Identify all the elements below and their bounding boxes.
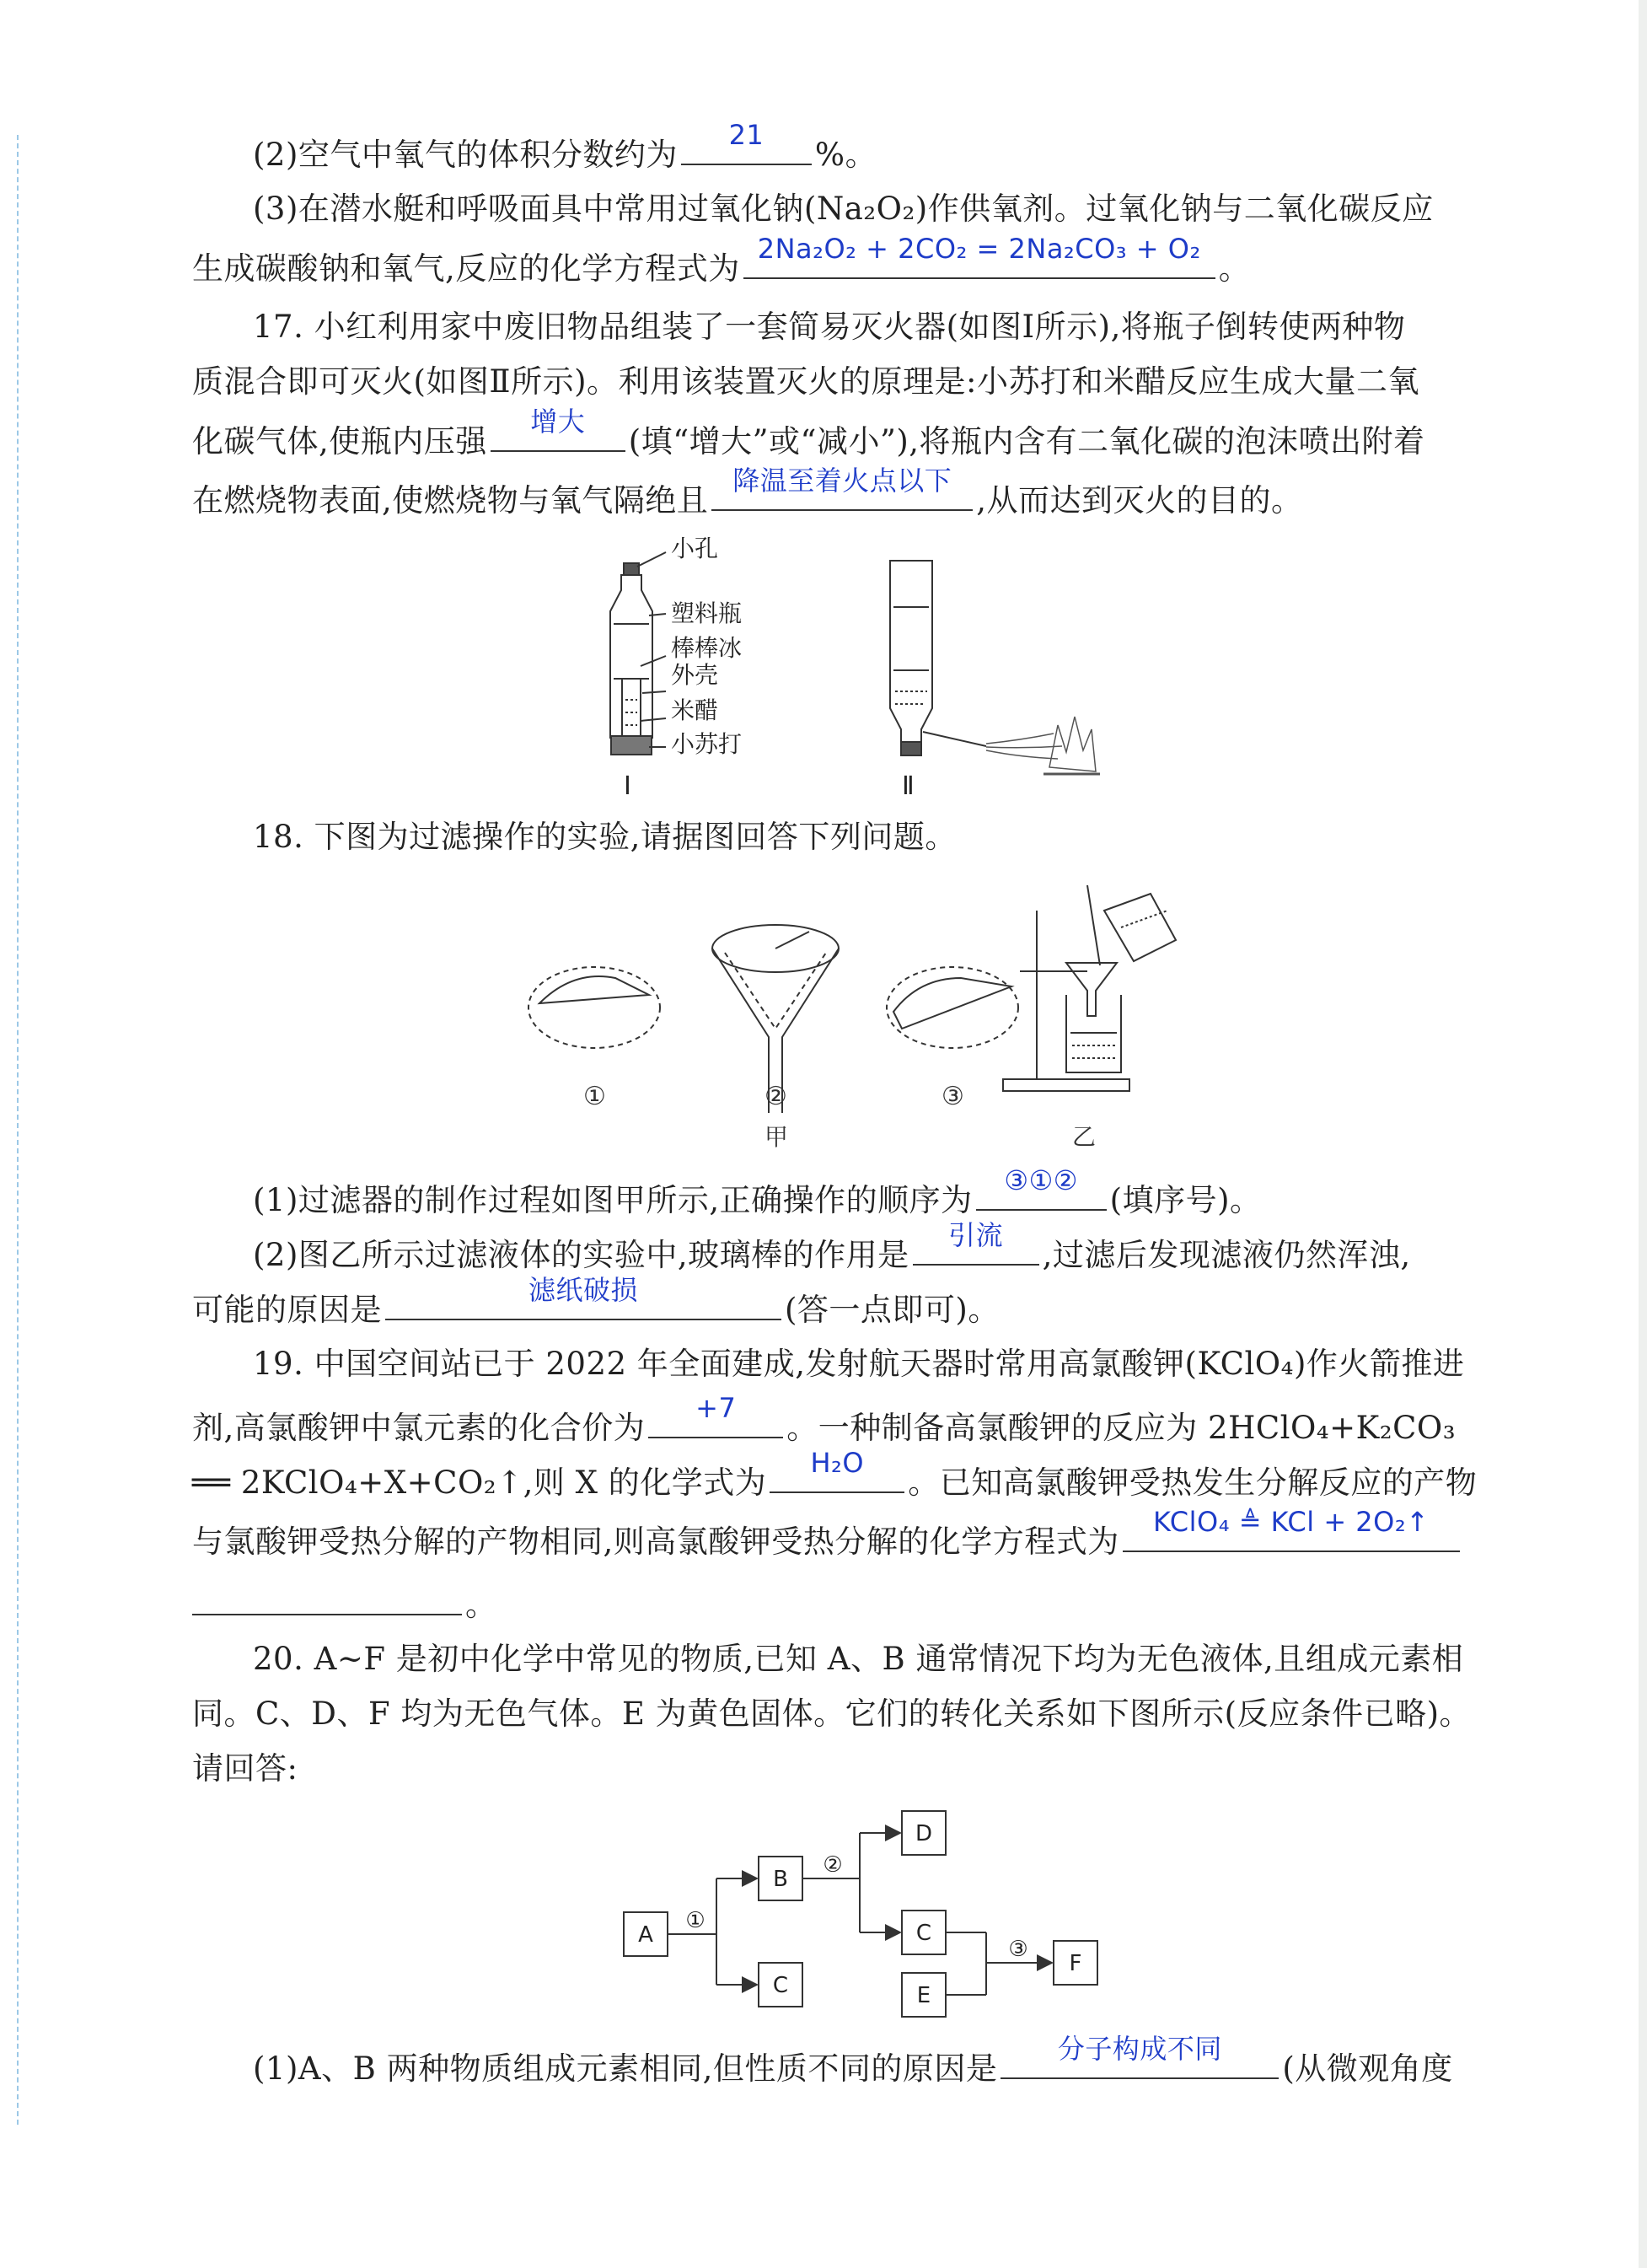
q16-p2-answer: 21 bbox=[728, 119, 764, 151]
beaker-icon bbox=[1066, 995, 1121, 1072]
caption-yi: 乙 bbox=[1072, 1123, 1097, 1151]
q19-answer3: KClO₄ ≜ KCl + 2O₂↑ bbox=[1153, 1506, 1430, 1538]
q16-p3-answer-blank[interactable] bbox=[743, 233, 1215, 279]
q19-line4-text: 与氯酸钾受热分解的产物相同,则高氯酸钾受热分解的化学方程式为 bbox=[192, 1524, 1119, 1560]
caption-fig-2: Ⅱ bbox=[902, 771, 915, 801]
caption-fig-1: Ⅰ bbox=[624, 771, 631, 801]
reaction-2-label: ② bbox=[823, 1852, 843, 1878]
q19-line5-suffix: 。 bbox=[465, 1587, 497, 1623]
q16-p2-text: (2)空气中氧气的体积分数约为 bbox=[253, 137, 678, 173]
q16-part3-line1: (3)在潜水艇和呼吸面具中常用过氧化钠(Na₂O₂)作供氧剂。过氧化钠与二氧化碳反应 bbox=[253, 191, 1434, 227]
q17-answer1-blank[interactable] bbox=[491, 406, 625, 452]
node-e: E bbox=[916, 1983, 931, 2008]
pouring-beaker-icon bbox=[1087, 885, 1176, 965]
reaction-3-label: ③ bbox=[1008, 1937, 1028, 1962]
q18-p2-answer2-blank[interactable] bbox=[385, 1274, 781, 1320]
q19-answer3-blank[interactable] bbox=[1123, 1506, 1460, 1552]
q19-line1: 19. 中国空间站已于 2022 年全面建成,发射航天器时常用高氯酸钾(KClO₄)作火箭推进 bbox=[253, 1346, 1465, 1382]
label-plastic-bottle: 塑料瓶 bbox=[671, 599, 743, 627]
q18-p1-answer: ③①② bbox=[1004, 1164, 1078, 1196]
step-2-number: ② bbox=[764, 1082, 787, 1111]
q18-p2-answer: 引流 bbox=[948, 1219, 1004, 1251]
node-b: B bbox=[773, 1867, 788, 1892]
node-f: F bbox=[1069, 1951, 1082, 1976]
q16-p3-suffix: 。 bbox=[1218, 250, 1251, 287]
q20-p1-text: (1)A、B 两种物质组成元素相同,但性质不同的原因是 bbox=[253, 2050, 998, 2087]
bottle-2-icon bbox=[890, 561, 986, 755]
q20-transformation-diagram bbox=[615, 1804, 1121, 2040]
bottle-1-icon bbox=[610, 563, 652, 755]
q17-extinguisher-figure bbox=[582, 531, 1129, 809]
margin-dashed-rule bbox=[17, 135, 19, 2125]
q18-filtration-apparatus bbox=[995, 877, 1247, 1155]
q17-answer2-blank[interactable] bbox=[711, 465, 973, 511]
q17-line4 bbox=[192, 465, 1532, 524]
node-a: A bbox=[638, 1922, 653, 1948]
folded-paper-1-icon bbox=[528, 967, 660, 1048]
q18-p1-text: (1)过滤器的制作过程如图甲所示,正确操作的顺序为 bbox=[253, 1182, 973, 1218]
q18-p2-line2-suffix: (答一点即可)。 bbox=[785, 1292, 1000, 1328]
q19-line2-text: 剂,高氯酸钾中氯元素的化合价为 bbox=[192, 1410, 646, 1446]
q20-p1-answer-blank[interactable] bbox=[1001, 2033, 1279, 2079]
node-d: D bbox=[915, 1821, 933, 1846]
q20-line2: 同。C、D、F 均为无色气体。E 为黄色固体。它们的转化关系如下图所示(反应条件已略)。 bbox=[192, 1696, 1472, 1732]
q17-answer1: 增大 bbox=[530, 406, 586, 438]
node-c-left: C bbox=[772, 1973, 789, 1998]
q19-line4 bbox=[192, 1506, 1532, 1566]
q18-p1-suffix: (填序号)。 bbox=[1109, 1182, 1262, 1218]
q17-line1: 17. 小红利用家中废旧物品组装了一套简易灭火器(如图Ⅰ所示),将瓶子倒转使两种物 bbox=[253, 309, 1406, 345]
q16-p2-answer-blank[interactable] bbox=[681, 119, 812, 165]
q18-part2-line2 bbox=[192, 1274, 1532, 1334]
step-3-number: ③ bbox=[942, 1082, 964, 1111]
q17-line3-suffix: (填“增大”或“减小”),将瓶内含有二氧化碳的泡沫喷出附着 bbox=[628, 423, 1425, 460]
q19-line5 bbox=[192, 1577, 1532, 1629]
q19-line2-suffix: 。一种制备高氯酸钾的反应为 2HClO₄+K₂CO₃ bbox=[786, 1410, 1457, 1446]
label-baking-soda: 小苏打 bbox=[671, 730, 743, 758]
q16-p3-answer: 2Na₂O₂ + 2CO₂ = 2Na₂CO₃ + O₂ bbox=[757, 233, 1201, 265]
label-vinegar: 米醋 bbox=[671, 696, 719, 724]
q19-answer2: H₂O bbox=[810, 1447, 865, 1479]
label-shell: 外壳 bbox=[671, 661, 719, 689]
q19-answer1: +7 bbox=[695, 1392, 737, 1424]
q17-answer2: 降温至着火点以下 bbox=[732, 465, 952, 497]
q20-line1: 20. A~F 是初中化学中常见的物质,已知 A、B 通常情况下均为无色液体,且组成元素相 bbox=[253, 1641, 1464, 1677]
q18-p2-text: (2)图乙所示过滤液体的实验中,玻璃棒的作用是 bbox=[253, 1237, 909, 1273]
q20-part1 bbox=[253, 2033, 1593, 2093]
q17-line4-suffix: ,从而达到灭火的目的。 bbox=[976, 482, 1303, 519]
q19-answer3-continuation-blank[interactable] bbox=[192, 1577, 462, 1615]
page-edge-shadow bbox=[1639, 0, 1647, 2268]
q18-p2-suffix: ,过滤后发现滤液仍然浑浊, bbox=[1042, 1237, 1411, 1273]
spray-fire-icon bbox=[986, 717, 1100, 774]
caption-jia: 甲 bbox=[764, 1123, 789, 1151]
q18-p2-answer2: 滤纸破损 bbox=[528, 1274, 638, 1306]
q18-line1: 18. 下图为过滤操作的实验,请据图回答下列问题。 bbox=[253, 819, 957, 855]
reaction-1-label: ① bbox=[685, 1908, 705, 1933]
q20-p1-suffix: (从微观角度 bbox=[1282, 2050, 1453, 2087]
q19-answer2-blank[interactable] bbox=[770, 1447, 904, 1493]
q16-p2-suffix: %。 bbox=[814, 137, 877, 173]
label-ice-pop: 棒棒冰 bbox=[671, 634, 743, 662]
q17-line2: 质混合即可灭火(如图Ⅱ所示)。利用该装置灭火的原理是:小苏打和米醋反应生成大量二氧 bbox=[192, 363, 1419, 400]
q16-p3-text: 生成碳酸钠和氧气,反应的化学方程式为 bbox=[192, 250, 740, 287]
node-c-right: C bbox=[915, 1921, 932, 1946]
q19-line3-text: ══ 2KClO₄+X+CO₂↑,则 X 的化学式为 bbox=[192, 1465, 767, 1501]
q16-part2 bbox=[253, 119, 1593, 179]
q20-line3: 请回答: bbox=[192, 1750, 298, 1787]
q20-p1-answer: 分子构成不同 bbox=[1057, 2033, 1222, 2065]
step-1-number: ① bbox=[583, 1082, 606, 1111]
label-small-hole: 小孔 bbox=[671, 535, 719, 562]
q18-p1-answer-blank[interactable] bbox=[976, 1164, 1107, 1211]
q16-part3-line2 bbox=[192, 233, 1532, 293]
q17-line3-text: 化碳气体,使瓶内压强 bbox=[192, 423, 487, 460]
q18-p2-answer-blank[interactable] bbox=[913, 1219, 1039, 1266]
q19-answer1-blank[interactable] bbox=[648, 1392, 783, 1438]
q19-line3-suffix: 。已知高氯酸钾受热发生分解反应的产物 bbox=[908, 1465, 1478, 1501]
q17-line4-text: 在燃烧物表面,使燃烧物与氧气隔绝且 bbox=[192, 482, 709, 519]
q18-p2-line2-text: 可能的原因是 bbox=[192, 1292, 382, 1328]
